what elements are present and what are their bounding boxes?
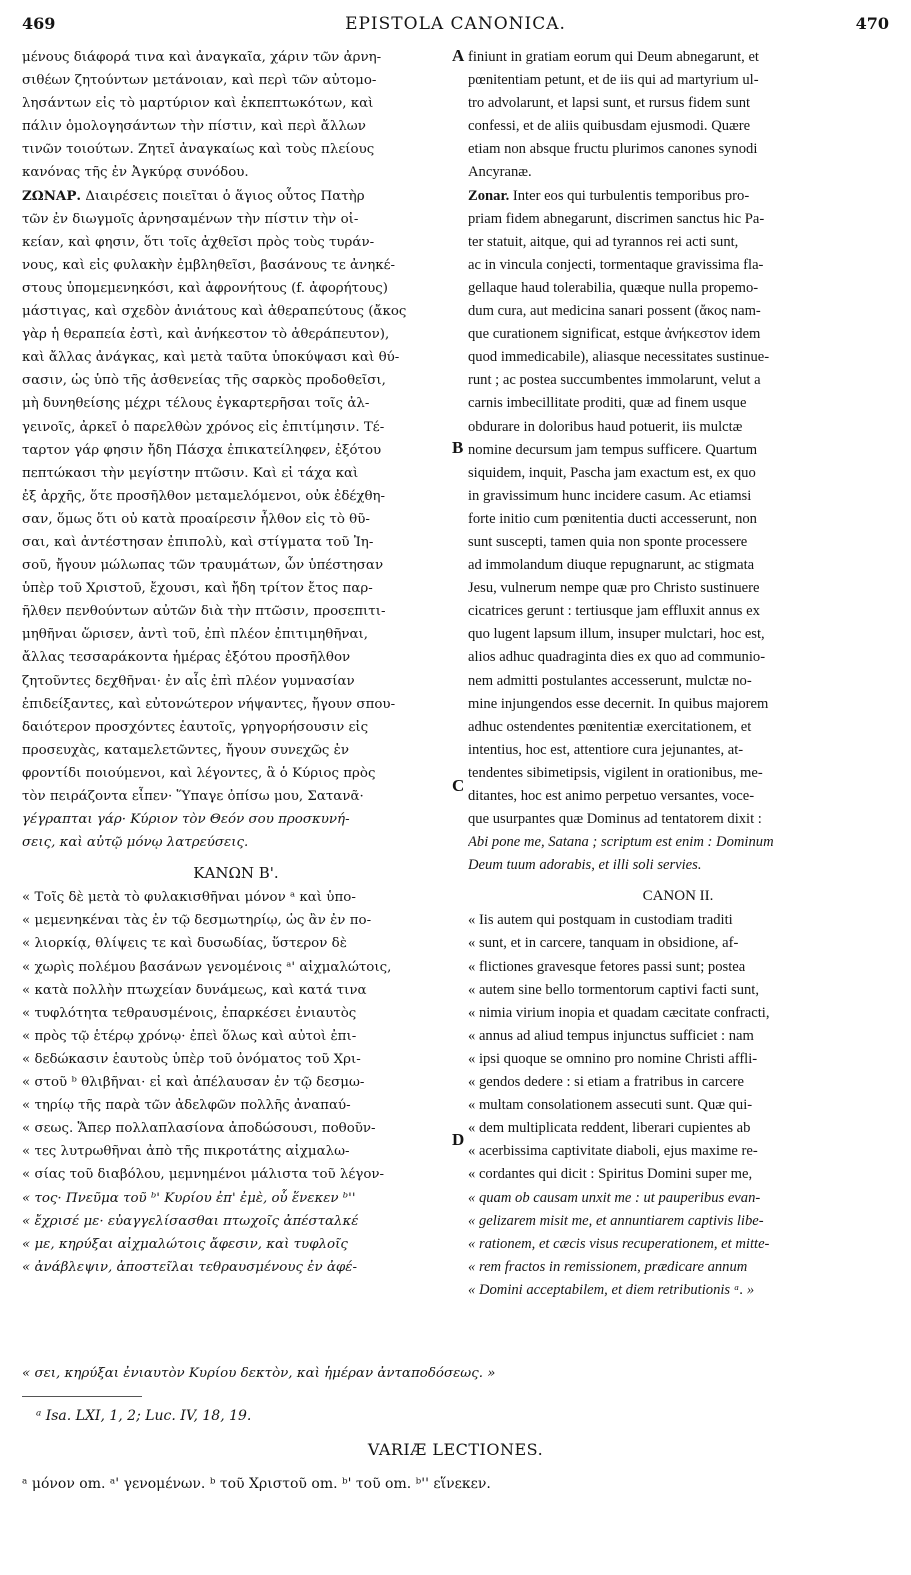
canon-scripture-line: « με, κηρύξαι αἰχμαλώτοις ἄφεσιν, καὶ τυφλοῖς <box>22 1236 348 1252</box>
margin-letter-a: A <box>452 46 465 65</box>
latin-column <box>468 46 888 1302</box>
canon-line: « κατὰ πολλὴν πτωχείαν δυνάμεως, καὶ κατά τινα <box>22 982 367 998</box>
text-line: que curationem significat, estque ἀνήκεστον idem <box>468 326 761 343</box>
canon-heading: CANON II. <box>642 888 714 905</box>
text-line: alios adhuc quadraginta dies ex quo ad communio- <box>468 649 766 666</box>
text-line: κανόνας τῆς ἐν Ἀγκύρᾳ συνόδου. <box>22 165 249 181</box>
text-line: φροντίδι ποιούμενοι, καὶ λέγοντες, ἃ ὁ Κύριος πρὸς <box>22 765 376 781</box>
scripture-line: γέγραπται γάρ· Κύριον τὸν Θεόν σου προσκυνή- <box>22 812 350 828</box>
text-line: ter statuit, aitque, qui ad tyrannos rei acti sunt, <box>468 233 739 250</box>
text-line: τινῶν τοιούτων. Ζητεῖ ἀναγκαίως καὶ τοὺς πλείους <box>22 142 375 158</box>
text-line: gellaque haud tolerabilia, quæque nulla propemo- <box>468 279 759 296</box>
canon-line: « τες λυτρωθῆναι ἀπὸ τῆς πικροτάτης αἰχμαλω- <box>22 1144 350 1160</box>
variae-lectiones-heading: VARIÆ LECTIONES. <box>367 1440 544 1459</box>
text-line: ἐπιδείξαντες, καὶ εὐτονώτερον νήψαντες, ἤγουν σπου- <box>22 696 396 712</box>
margin-letter-d: D <box>452 1130 465 1149</box>
text-line: finiunt in gratiam eorum qui Deum abnegarunt, et <box>468 49 759 65</box>
text-line: πεπτώκασι τὴν μεγίστην πτῶσιν. Καὶ εἰ τάχα καὶ <box>22 465 359 481</box>
text-line: σαν, ὅμως ὅτι οὐ κατὰ προαίρεσιν ἦλθον εἰς τὸ θῦ- <box>22 511 370 527</box>
text-line: ζητοῦντες δεχθῆναι· ἐν αἷς ἐπὶ πλέον γυμνασίαν <box>22 673 355 689</box>
text-line: μηθῆναι ὥρισεν, ἀντὶ τοῦ, ἐπὶ πλέον ἐπιτιμηθῆναι, <box>22 627 369 643</box>
text-line: quo lugent lapsum illum, insuper mulctari, hoc est, <box>468 626 765 643</box>
canon-scripture-line: « rationem, et cæcis visus recuperationem, et mitte- <box>468 1235 770 1252</box>
text-line: ἐξ ἀρχῆς, ὅτε προσῆλθον μεταμελόμενοι, οὐκ ἐδέχθη- <box>22 488 386 504</box>
text-line: siquidem, inquit, Pascha jam exactum est, ex quo <box>468 464 756 481</box>
canon-line: « μεμενηκέναι τὰς ἐν τῷ δεσμωτηρίῳ, ὡς ἂν ἐν πο- <box>22 913 372 929</box>
text-line: obdurare in doloribus haud potuerit, iis mulctæ <box>468 418 743 435</box>
canon-line: « dem multiplicata reddent, liberari cupientes ab <box>468 1120 751 1137</box>
text-line: tendentes sibimetipsis, vigilent in orationibus, me- <box>468 764 763 781</box>
text-line: τῶν ἐν διωγμοῖς ἀρνησαμένων τὴν πίστιν τὴν οἰ- <box>22 211 359 227</box>
canon-line: « τυφλότητα τεθραυσμένοις, ἐπαρκέσει ἐνιαυτὸς <box>22 1005 357 1021</box>
greek-column <box>22 46 450 1279</box>
canon-line: « acerbissima captivitate diaboli, ejus maxime re- <box>468 1143 758 1160</box>
zonaras-first-text: Διαιρέσεις ποιεῖται ὁ ἅγιος οὗτος Πατὴρ <box>81 188 365 204</box>
text-line: quod immedicabile), aliasque necessitates sustinue- <box>468 349 770 366</box>
canon-line: « nimia virium inopia et quadam cæcitate confracti, <box>468 1004 770 1021</box>
text-line: ἄλλας τεσσαράκοντα ἡμέρας ἐξότου προσῆλθον <box>22 650 351 666</box>
running-header <box>20 14 891 38</box>
text-line: nem admitti postulantes accesserunt, mulctæ no- <box>468 672 752 689</box>
text-line: κείαν, καὶ φησιν, ὅτι τοῖς ἀχθεῖσι πρὸς τοὺς τυράν- <box>22 234 375 250</box>
text-line: confessi, et de aliis quibusdam ejusmodi. Quære <box>468 118 751 135</box>
scripture-line: Abi pone me, Satana ; scriptum est enim : Dominum <box>468 834 774 851</box>
zonaras-first-line <box>468 185 888 208</box>
canon-line: « cordantes qui dicit : Spiritus Domini super me, <box>468 1166 753 1183</box>
text-line: σασιν, ὡς ὑπὸ τῆς ἀσθενείας τῆς σαρκὸς προδοθεῖσι, <box>22 373 386 389</box>
canon-line: « Τοῖς δὲ μετὰ τὸ φυλακισθῆναι μόνον ᵃ καὶ ὑπο- <box>22 890 356 906</box>
canon-line: « σεως. Ἅπερ πολλαπλασίονα ἀποδώσουσι, ποθοῦν- <box>22 1121 376 1137</box>
canon-line: « multam consolationem assecuti sunt. Quæ qui- <box>468 1097 753 1114</box>
canon-scripture-line: « quam ob causam unxit me : ut pauperibus evan- <box>468 1189 761 1206</box>
text-line: πάλιν ὁμολογησάντων τὴν πίστιν, καὶ περὶ ἄλλων <box>22 119 366 135</box>
text-line: μένους διάφορά τινα καὶ ἀναγκαῖα, χάριν τῶν ἀρνη- <box>22 50 382 65</box>
text-line: ὑπὲρ τοῦ Χριστοῦ, ἔχουσι, καὶ ἤδη τρίτον ἔτος παρ- <box>22 581 373 597</box>
text-line: pœnitentiam petunt, et de iis qui ad martyrium ul- <box>468 72 759 89</box>
canon-line: « Iis autem qui postquam in custodiam traditi <box>468 912 733 929</box>
canon-line: « στοῦ ᵇ θλιβῆναι· εἰ καὶ ἀπέλαυσαν ἐν τῷ δεσμω- <box>22 1075 365 1091</box>
canon-line: « annus ad aliud tempus injunctus sufficiet : nam <box>468 1027 754 1044</box>
canon-line: « χωρὶς πολέμου βασάνων γενομένοις ᵃ' αἰχμαλώτοις, <box>22 959 392 975</box>
running-title: EPISTOLA CANONICA. <box>345 14 566 34</box>
text-line: dum cura, aut medicina sanari possent (ἄκος nam- <box>468 303 761 320</box>
text-line: cicatrices gerunt : tertiusque jam effluxit annus ex <box>468 603 760 620</box>
canon-scripture-line: « ἔχρισέ με· εὐαγγελίσασθαι πτωχοῖς ἀπέσταλκέ <box>22 1213 359 1229</box>
text-line: τὸν πειράζοντα εἶπεν· Ὕπαγε ὀπίσω μου, Σατανᾶ· <box>22 789 364 804</box>
zonaras-first-text: Inter eos qui turbulentis temporibus pro- <box>509 187 750 204</box>
text-line: προσευχὰς, καταμελετῶντες, ἤγουν συνεχῶς ἐν <box>22 742 349 758</box>
text-line: σιθέων ζητούντων μετάνοιαν, καὶ περὶ τῶν αὐτομο- <box>22 73 377 89</box>
canon-scripture-line: « ἀνάβλεψιν, ἀποστεῖλαι τεθραυσμένους ἐν ἀφέ- <box>22 1259 357 1275</box>
canon-line: « gendos dedere : si etiam a fratribus in carcere <box>468 1074 744 1091</box>
text-line: tro advolarunt, et lapsi sunt, et rursus fidem sunt <box>468 95 751 112</box>
text-line: καὶ ἄλλας ἀνάγκας, καὶ μετὰ ταῦτα ὑποκύψασι καὶ θύ- <box>22 350 400 366</box>
text-line: que usurpantes quæ Dominus ad tentatorem dixit : <box>468 811 762 828</box>
canon-line: « ipsi quoque se omnino pro nomine Christi affli- <box>468 1050 758 1067</box>
text-line: in gravissimum hunc incidere casum. Ac etiamsi <box>468 487 752 504</box>
text-line: runt ; ac postea succumbentes immolarunt, velut a <box>468 372 761 389</box>
text-line: στους ὑπομεμενηκόσι, καὶ ἀφρονήτους (f. ἀφορήτους) <box>22 280 389 296</box>
zonaras-label: Zonar. <box>468 187 510 204</box>
text-line: σαι, καὶ ἀντέστησαν ἐπιπολὺ, καὶ στίγματα τοῦ Ἰη- <box>22 534 374 550</box>
text-line: nomine decursum jam tempus sufficere. Quartum <box>468 441 758 458</box>
text-line: forte initio cum pœnitentia ducti accesserunt, non <box>468 510 757 527</box>
canon-line: « πρὸς τῷ ἑτέρῳ χρόνῳ· ἐπεὶ ὅλως καὶ αὐτοὶ ἐπι- <box>22 1028 357 1044</box>
margin-letter-c: C <box>452 776 465 795</box>
canon-line: « τηρίῳ τῆς παρὰ τῶν ἀδελφῶν πολλῆς ἀναπαύ- <box>22 1098 351 1114</box>
footnote-rule <box>22 1396 142 1397</box>
text-line: ῆλθεν πενθούντων αὐτῶν διὰ τὴν πτῶσιν, προσεπιτι- <box>22 604 386 620</box>
text-line: priam fidem abnegarunt, discrimen sanctus hic Pa- <box>468 210 765 227</box>
text-line: λησάντων εἰς τὸ μαρτύριον καὶ ἐκπεπτωκότων, καὶ <box>22 96 374 112</box>
text-line: sunt suscepti, tamen quia non sponte processere <box>468 533 748 550</box>
text-line: ac in vincula conjecti, tormentaque gravissima fla- <box>468 256 764 273</box>
variae-lectiones-line: ᵃ μόνον om. ᵃ' γενομένων. ᵇ τοῦ Χριστοῦ om. ᵇ' τοῦ om. ᵇ'' εἵνεκεν. <box>22 1476 491 1492</box>
canon-heading: ΚΑΝΩΝ Β'. <box>193 864 279 883</box>
text-line: ditantes, hoc est animo perpetuo versantes, voce- <box>468 788 755 804</box>
page-number-left: 469 <box>22 14 56 33</box>
text-line: etiam non absque fructu plurimos canones synodi <box>468 141 758 158</box>
canon-line: « sunt, et in carcere, tanquam in obsidione, af- <box>468 935 739 952</box>
text-line: μάστιγας, καὶ σχεδὸν ἀνιάτους καὶ ἀθεραπεύτους (ἄκος <box>22 304 407 320</box>
text-line: ad immolandum diuque repugnarunt, ac stigmata <box>468 557 755 574</box>
canon-line: « autem sine bello tormentorum captivi facti sunt, <box>468 981 759 998</box>
text-line: adhuc ostendentes pœnitentiæ exercitationem, et <box>468 718 752 735</box>
canon-scripture-line: « τος· Πνεῦμα τοῦ ᵇ' Κυρίου ἐπ' ἐμὲ, οὗ ἕνεκεν ᵇ'' <box>22 1190 356 1206</box>
canon-line: « flictiones gravesque fetores passi sunt; postea <box>468 958 746 975</box>
margin-letter-b: B <box>452 438 464 457</box>
canon-line: « λιορκίᾳ, θλίψεις τε καὶ δυσωδίας, ὕστερον δὲ <box>22 936 347 952</box>
canon-line: « σίας τοῦ διαβόλου, μεμνημένοι μάλιστα τοῦ λέγον- <box>22 1167 385 1183</box>
greek-canon-last-line: « σει, κηρύξαι ἐνιαυτὸν Κυρίου δεκτὸν, καὶ ἡμέραν ἀνταποδόσεως. » <box>22 1366 496 1381</box>
text-line: γὰρ ἡ θεραπεία ἐστὶ, καὶ ἀνήκεστον τὸ ἀθεράπευτον), <box>22 327 390 343</box>
zonaras-first-line <box>22 185 450 208</box>
canon-line: « δεδώκασιν ἑαυτοὺς ὑπὲρ τοῦ ὀνόματος τοῦ Χρι- <box>22 1051 361 1067</box>
text-line: γεινοῖς, ἀρκεῖ ὁ παρελθὼν χρόνος εἰς ἐπιτίμησιν. Τέ- <box>22 419 385 435</box>
zonaras-label: ΖΩΝΑΡ. <box>22 187 82 204</box>
text-line: δαιότερον προσχόντες ἑαυτοῖς, γρηγορήσουσιν εἰς <box>22 719 369 735</box>
footnote: ᵃ Isa. LXI, 1, 2; Luc. IV, 18, 19. <box>36 1408 252 1424</box>
text-line: Ancyranæ. <box>468 164 532 181</box>
canon-scripture-line: « Domini acceptabilem, et diem retributionis ᵃ. » <box>468 1281 755 1298</box>
text-line: μὴ δυνηθείσης μέχρι τέλους ἐγκαρτερῆσαι τοῖς ἀλ- <box>22 396 370 412</box>
text-line: carnis imbecillitate proditi, quæ ad finem usque <box>468 395 747 412</box>
text-line: ταρτον γάρ φησιν ἤδη Πάσχα ἐπικατείληφεν, ἐξότου <box>22 442 382 458</box>
canon-scripture-line: « rem fractos in remissionem, prædicare annum <box>468 1258 748 1275</box>
text-line: νους, καὶ εἰς φυλακὴν ἐμβληθεῖσι, βασάνους τε ἀνηκέ- <box>22 257 396 273</box>
page-number-right: 470 <box>855 14 889 33</box>
text-line: mine injungendos esse decernit. In quibus majorem <box>468 695 769 712</box>
scripture-line: Deum tuum adorabis, et illi soli servies. <box>468 857 702 874</box>
scripture-line: σεις, καὶ αὐτῷ μόνῳ λατρεύσεις. <box>22 835 249 851</box>
text-line: Jesu, vulnerum nempe quæ pro Christo sustinuere <box>468 580 760 597</box>
text-line: σοῦ, ἤγουν μώλωπας τῶν τραυμάτων, ὧν ὑπέστησαν <box>22 558 384 574</box>
text-line: intentius, hoc est, attentiore cura jejunantes, at- <box>468 741 744 758</box>
canon-scripture-line: « gelizarem misit me, et annuntiarem captivis libe- <box>468 1212 764 1229</box>
